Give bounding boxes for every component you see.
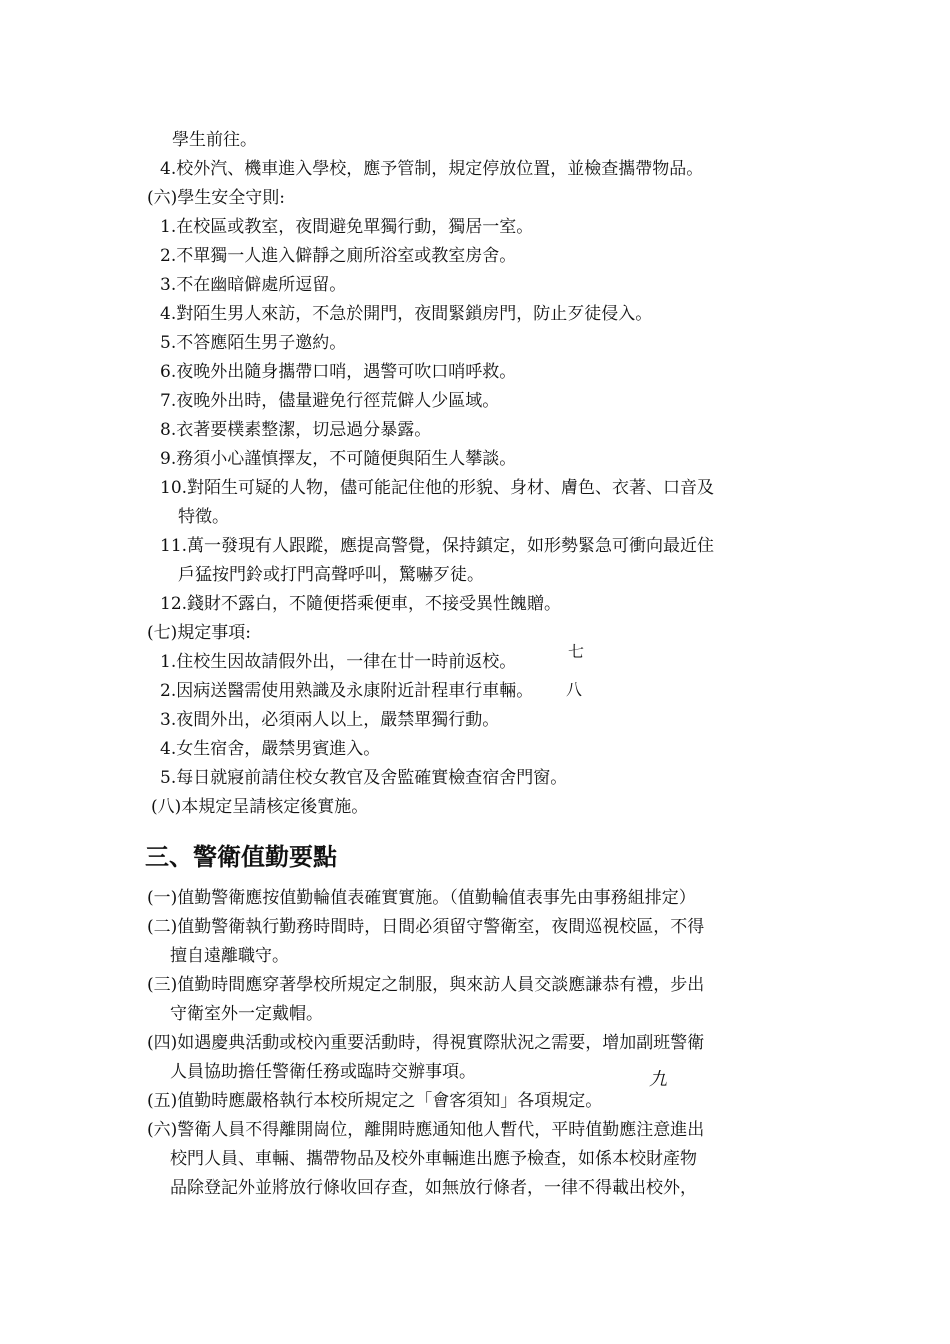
text-line: 校門人員、車輛、攜帶物品及校外車輛進出應予檢查，如係本校財產物 xyxy=(170,1149,697,1169)
text-line: (八)本規定呈請核定後實施。 xyxy=(151,797,369,817)
section-heading: 三、警衛值勤要點 xyxy=(145,842,337,871)
text-line: 品除登記外並將放行條收回存查，如無放行條者，一律不得載出校外， xyxy=(170,1178,697,1198)
text-line: 3.不在幽暗僻處所逗留。 xyxy=(160,275,347,295)
text-line: 4.對陌生男人來訪，不急於開門，夜間緊鎖房門，防止歹徒侵入。 xyxy=(160,304,653,324)
text-line: (四)如遇慶典活動或校內重要活動時，得視實際狀況之需要，增加副班警衛 xyxy=(147,1033,705,1053)
margin-note: 九 xyxy=(649,1069,667,1090)
text-line: 9.務須小心謹慎擇友，不可隨便與陌生人攀談。 xyxy=(160,449,517,469)
text-line: (二)值勤警衛執行勤務時間時，日間必須留守警衛室，夜間巡視校區，不得 xyxy=(147,917,705,937)
text-line: 1.住校生因故請假外出，一律在廿一時前返校。 xyxy=(160,652,517,672)
text-line: 8.衣著要樸素整潔，切忌過分暴露。 xyxy=(160,420,432,440)
text-line: 1.在校區或教室，夜間避免單獨行動，獨居一室。 xyxy=(160,217,534,237)
text-line: 5.每日就寢前請住校女教官及舍監確實檢查宿舍門窗。 xyxy=(160,768,568,788)
text-line: 6.夜晚外出隨身攜帶口哨，遇警可吹口哨呼救。 xyxy=(160,362,517,382)
text-line: (三)值勤時間應穿著學校所規定之制服，與來訪人員交談應謙恭有禮，步出 xyxy=(147,975,705,995)
text-line: 守衛室外一定戴帽。 xyxy=(170,1004,323,1024)
text-line: 2.因病送醫需使用熟識及永康附近計程車行車輛。 xyxy=(160,681,534,701)
text-line: 學生前往。 xyxy=(172,130,257,150)
text-line: 5.不答應陌生男子邀約。 xyxy=(160,333,347,353)
text-line: 2.不單獨一人進入僻靜之廁所浴室或教室房舍。 xyxy=(160,246,517,266)
text-line: (六)警衛人員不得離開崗位，離開時應通知他人暫代，平時值勤應注意進出 xyxy=(147,1120,705,1140)
text-line: 4.校外汽、機車進入學校，應予管制，規定停放位置，並檢查攜帶物品。 xyxy=(160,159,704,179)
text-line: (五)值勤時應嚴格執行本校所規定之「會客須知」各項規定。 xyxy=(147,1091,603,1111)
text-line: 人員協助擔任警衛任務或臨時交辦事項。 xyxy=(170,1062,476,1082)
margin-note: 七 xyxy=(568,642,585,661)
text-line: 12.錢財不露白，不隨便搭乘便車，不接受異性餽贈。 xyxy=(160,594,562,614)
text-line: 擅自遠離職守。 xyxy=(170,946,289,966)
text-line: 10.對陌生可疑的人物，儘可能記住他的形貌、身材、膚色、衣著、口音及 xyxy=(160,478,715,498)
text-line: 戶猛按門鈴或打門高聲呼叫，驚嚇歹徒。 xyxy=(178,565,484,585)
text-line: (六)學生安全守則: xyxy=(147,188,285,208)
text-line: 4.女生宿舍，嚴禁男賓進入。 xyxy=(160,739,381,759)
text-line: (七)規定事項: xyxy=(147,623,251,643)
text-line: 特徵。 xyxy=(178,507,229,527)
text-line: (一)值勤警衛應按值勤輪值表確實實施。（值勤輪值表事先由事務組排定） xyxy=(147,888,696,908)
text-line: 3.夜間外出，必須兩人以上，嚴禁單獨行動。 xyxy=(160,710,500,730)
text-line: 11.萬一發現有人跟蹤，應提高警覺，保持鎮定，如形勢緊急可衝向最近住 xyxy=(160,536,715,556)
text-line: 7.夜晚外出時，儘量避免行徑荒僻人少區域。 xyxy=(160,391,500,411)
margin-note: 八 xyxy=(566,680,583,699)
